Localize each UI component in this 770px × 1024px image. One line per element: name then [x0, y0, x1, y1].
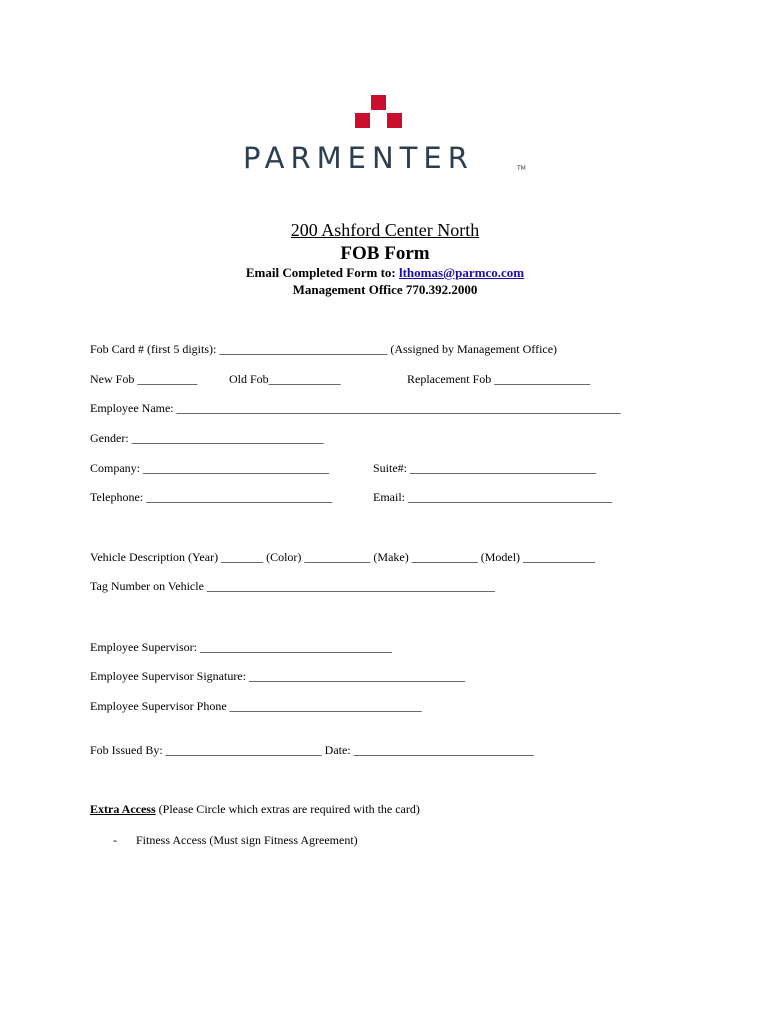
email-instruction [0, 265, 770, 281]
employee-name-field[interactable]: Employee Name: __________________________________________________________________________ [90, 401, 621, 415]
fob-card-field[interactable]: Fob Card # (first 5 digits): ____________________________ (Assigned by Management Office) [90, 342, 558, 356]
vehicle-description-field[interactable]: Vehicle Description (Year) _______ (Color) ___________ (Make) ___________ (Model) ____________ [90, 550, 596, 564]
email-link[interactable]: lthomas@parmco.com [398, 265, 525, 280]
email-field[interactable]: Email: __________________________________ [373, 490, 612, 504]
old-fob-field[interactable]: Old Fob____________ [229, 372, 341, 386]
extra-access-note: (Please Circle which extras are required with the card) [155, 802, 420, 816]
telephone-field[interactable]: Telephone: _______________________________ [90, 490, 333, 504]
fob-issued-field[interactable]: Fob Issued By: __________________________ Date: ______________________________ [90, 743, 534, 757]
parmenter-logo-mark [355, 95, 403, 131]
supervisor-phone-field[interactable]: Employee Supervisor Phone ________________________________ [90, 699, 422, 713]
management-office: Management Office 770.392.2000 [292, 282, 478, 297]
building-address: 200 Ashford Center North [290, 220, 480, 240]
replacement-fob-field[interactable]: Replacement Fob ________________ [407, 372, 591, 386]
suite-field[interactable]: Suite#: _______________________________ [373, 461, 597, 475]
email-prefix: Email Completed Form to: [245, 265, 399, 280]
bullet-dash: - [113, 833, 117, 847]
form-title: FOB Form [340, 243, 430, 264]
trademark-mark: TM [517, 165, 526, 172]
gender-field[interactable]: Gender: ________________________________ [90, 431, 324, 445]
company-field[interactable]: Company: _______________________________ [90, 461, 329, 475]
extra-access-heading: Extra Access [90, 802, 156, 816]
brand-wordmark: PARMENTER [243, 141, 474, 175]
supervisor-signature-field[interactable]: Employee Supervisor Signature: ____________________________________ [90, 669, 465, 683]
extra-access-line [90, 802, 420, 817]
employee-supervisor-field[interactable]: Employee Supervisor: ________________________________ [90, 640, 392, 654]
new-fob-field[interactable]: New Fob __________ [90, 372, 198, 386]
fitness-access-option[interactable]: Fitness Access (Must sign Fitness Agreement) [136, 833, 358, 847]
tag-number-field[interactable]: Tag Number on Vehicle ________________________________________________ [90, 579, 495, 593]
